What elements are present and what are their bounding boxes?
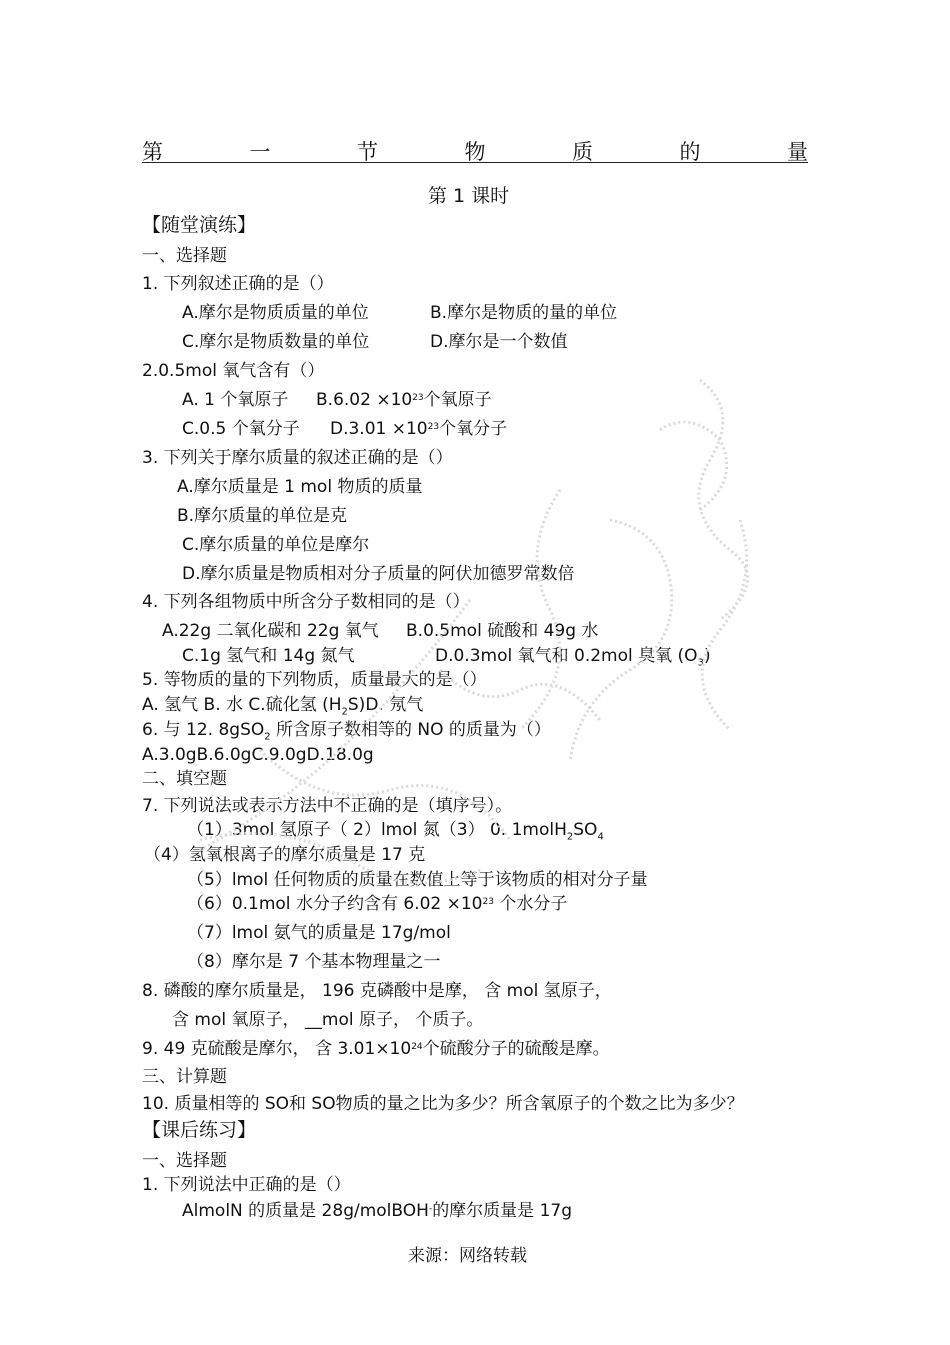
h1-a-exp: - [428,1204,433,1214]
q4-option-a: A.22g 二氧化碳和 22g 氧气 [162,621,379,641]
q7-l4-pre: （6）0.1mol 水分子约含有 6.02 ×10 [187,894,483,914]
q1-stem: 1. 下列叙述正确的是（） [142,274,334,294]
title-char: 物 [464,140,486,164]
title-char: 第 [142,140,163,164]
q2-option-a: A. 1 个氧原子 [182,390,289,410]
q4-d-pre: D.0.3mol 氧气和 0.2mol 臭氧 (O [435,646,698,666]
q7-l1-sub2: 4 [597,831,604,843]
page-footer: 来源：网络转载 [408,1246,527,1266]
q1-option-d: D.摩尔是一个数值 [430,332,568,352]
title-char: 量 [787,140,808,164]
q7-stem: 7. 下列说法或表示方法中不正确的是（填序号）。 [142,796,513,816]
q1-option-b: B.摩尔是物质的量的单位 [430,303,618,323]
q5-stem: 5. 等物质的量的下列物质，质量最大的是（） [142,670,487,690]
q7-l1-sub1: 2 [566,831,574,843]
q2-d-post: 个氧分子 [439,419,508,439]
title-char: 一 [249,140,271,164]
q7-line-6: （8）摩尔是 7 个基本物理量之一 [187,952,441,972]
title-char: 节 [357,140,378,164]
q2-d-exp: 23 [427,422,440,432]
q5-opts-post: S)D. 氖气 [347,695,424,715]
q2-stem: 2.0.5mol 氧气含有（） [142,361,325,381]
part4-heading: 一、选择题 [142,1151,227,1171]
q7-line-2: （4）氢氧根离子的摩尔质量是 17 克 [144,845,426,865]
q9-post: 个硫酸分子的硫酸是摩。 [422,1039,610,1059]
q3-option-d: D.摩尔质量是物质相对分子质量的阿伏加德罗常数倍 [182,564,575,584]
q4-stem: 4. 下列各组物质中所含分子数相同的是（） [142,592,470,612]
q5-opts-pre: A. 氢气 B. 水 C.硫化氢 (H [142,695,342,715]
lesson-subtitle: 第 1 课时 [428,185,510,207]
q7-l4-post: 个水分子 [493,894,568,914]
q2-option-b [316,389,492,411]
q3-option-a: A.摩尔质量是 1 mol 物质的质量 [177,477,423,497]
q2-option-d [330,418,507,440]
page-title [142,136,808,163]
section-practice-heading: 【随堂演练】 [142,214,257,236]
q7-l1-mid: SO [573,820,598,840]
q4-option-b: B.0.5mol 硫酸和 49g 水 [406,621,599,641]
h1-a-post: 的摩尔质量是 17g [432,1201,573,1221]
q7-l4-exp: 23 [482,897,494,907]
q7-l1-pre: （1）3mol 氢原子（ 2）lmol 氮（3） 0. 1molH [187,820,567,840]
q3-option-c: C.摩尔质量的单位是摩尔 [182,535,370,555]
q3-option-b: B.摩尔质量的单位是克 [177,506,348,526]
h1-option-a [182,1200,572,1222]
q4-option-c: C.1g 氢气和 14g 氮气 [182,646,355,666]
q2-d-pre: D.3.01 ×10 [330,419,428,439]
q2-option-c: C.0.5 个氧分子 [182,419,300,439]
q4-d-post: ) [703,646,711,666]
q6-stem-sub: 2 [264,731,271,743]
h1-stem: 1. 下列说法中正确的是（） [142,1175,351,1195]
q1-option-c: C.摩尔是物质数量的单位 [182,332,370,352]
q2-b-post: 个氧原子 [423,390,492,410]
q9-line [142,1038,610,1060]
q3-stem: 3. 下列关于摩尔质量的叙述正确的是（） [142,448,453,468]
part3-heading: 三、计算题 [142,1067,227,1087]
q9-exp: 24 [411,1042,423,1052]
q10-stem: 10. 质量相等的 SO和 SO物质的量之比为多少？所含氧原子的个数之比为多少？ [142,1094,744,1114]
q7-line-5: （7）lmol 氨气的质量是 17g/mol [187,923,451,943]
h1-a-pre: AlmolN 的质量是 28g/molBOH [182,1201,429,1221]
q6-stem-post: 所含原子数相等的 NO 的质量为（） [270,720,551,740]
q9-pre: 9. 49 克硫酸是摩尔， 含 3.01×10 [142,1039,412,1059]
q6-options: A.3.0gB.6.0gC.9.0gD.18.0g [142,745,374,765]
part1-heading: 一、选择题 [142,246,227,266]
q5-opts-sub: 2 [341,706,348,718]
q6-stem-pre: 6. 与 12. 8gSO [142,720,265,740]
q8-line-1: 8. 磷酸的摩尔质量是， 196 克磷酸中是摩， 含 mol 氢原子， [142,981,612,1001]
q1-option-a: A.摩尔是物质质量的单位 [182,303,369,323]
q7-line-4 [187,893,567,915]
q4-d-sub: 3 [697,657,704,669]
part2-heading: 二、填空题 [142,769,227,789]
q2-b-exp: 23 [412,393,424,403]
q8-line-2: 含 mol 氧原子， __mol 原子， 个质子。 [172,1010,484,1030]
section-after-heading: 【课后练习】 [142,1119,257,1141]
q2-b-pre: B.6.02 ×10 [316,390,413,410]
title-char: 质 [572,140,593,164]
q7-line-3: （5）lmol 任何物质的质量在数值上等于该物质的相对分子量 [187,870,648,890]
title-char: 的 [679,140,701,164]
